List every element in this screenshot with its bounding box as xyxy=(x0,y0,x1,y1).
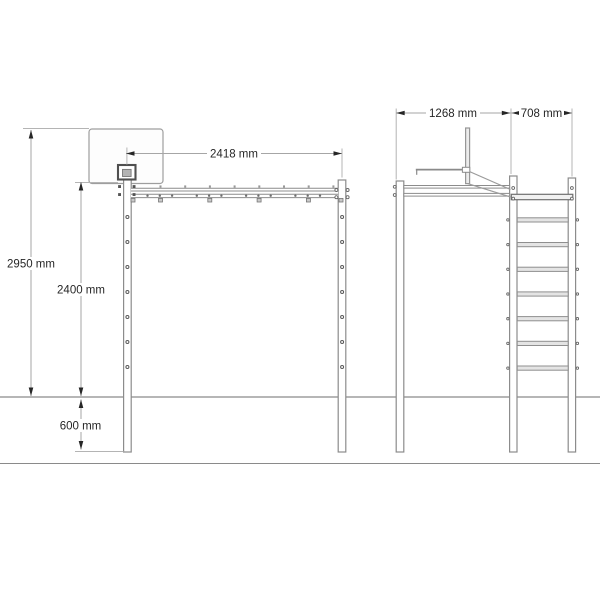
post-bolt xyxy=(341,266,344,269)
beam-bolt xyxy=(257,195,259,197)
beam-rung-tick xyxy=(160,185,162,187)
post-bolt xyxy=(126,216,129,219)
rim-mount-bracket xyxy=(118,165,136,180)
post-bolt xyxy=(341,341,344,344)
ladder-rung xyxy=(517,292,568,296)
dim-label-depth: 600 mm xyxy=(59,420,102,433)
beam-nut xyxy=(159,198,163,202)
beam-bolt xyxy=(319,195,321,197)
beam-rung-ticks xyxy=(160,185,335,187)
post-bolt xyxy=(126,291,129,294)
beam-nuts xyxy=(131,198,343,202)
post-bolt xyxy=(126,266,129,269)
dim-label-bar-height: 2400 mm xyxy=(57,284,105,297)
beam-nut xyxy=(208,198,212,202)
beam-nut xyxy=(257,198,261,202)
beam-rung-tick xyxy=(209,185,211,187)
post-bolt xyxy=(126,366,129,369)
ladder-bolt xyxy=(507,318,509,320)
ladder-bolt xyxy=(507,243,509,245)
ladder-rung xyxy=(517,218,568,222)
beam-bolt xyxy=(220,195,222,197)
post-bolt xyxy=(341,316,344,319)
side-rear-post xyxy=(568,178,575,452)
side-front-post xyxy=(396,181,404,452)
beam-bolt xyxy=(294,195,296,197)
post-bolt xyxy=(126,341,129,344)
beam-rung-tick xyxy=(184,185,186,187)
ladder-top-bar xyxy=(511,194,573,199)
ladder-rung xyxy=(517,317,568,321)
ladder-bolt xyxy=(507,219,509,221)
ladder-rung xyxy=(517,341,568,345)
beam-bolt xyxy=(307,195,309,197)
dim-label-total-height: 2950 mm xyxy=(7,258,55,271)
ladder-rung xyxy=(517,267,568,271)
backboard-side xyxy=(466,128,470,184)
beam-nut xyxy=(131,198,135,202)
beam-rung-tick xyxy=(308,185,310,187)
ladder-rung xyxy=(517,243,568,247)
beam-bolt xyxy=(270,195,272,197)
post-bolt xyxy=(341,366,344,369)
dim-label-side-overhang: 708 mm xyxy=(520,108,563,120)
ladder xyxy=(517,218,568,370)
dim-label-side-span: 1268 mm xyxy=(429,108,477,120)
side-middle-post xyxy=(510,176,517,452)
beam-bolt xyxy=(208,195,210,197)
side-view xyxy=(393,128,578,452)
ladder-rung xyxy=(517,366,568,370)
ladder-bolt xyxy=(576,367,578,369)
beam-nut xyxy=(339,198,343,202)
beam-bolt xyxy=(196,195,198,197)
post-bolt xyxy=(341,216,344,219)
beam-rung-tick xyxy=(234,185,236,187)
post-bolt xyxy=(341,291,344,294)
front-view xyxy=(89,129,349,452)
ladder-bolt xyxy=(576,243,578,245)
ladder-bolt xyxy=(576,268,578,270)
ladder-bolt xyxy=(507,342,509,344)
ladder-bolt xyxy=(507,268,509,270)
ladder-bolt xyxy=(576,342,578,344)
basketball-rim xyxy=(416,167,470,175)
beam-rung-tick xyxy=(332,185,334,187)
beam-bolt xyxy=(159,195,161,197)
monkey-bar-beam-side xyxy=(404,186,510,197)
dim-label-front-width: 2418 mm xyxy=(210,148,258,161)
beam-rung-tick xyxy=(283,185,285,187)
ladder-bolt xyxy=(507,367,509,369)
post-bolt xyxy=(126,316,129,319)
ladder-bolt xyxy=(576,318,578,320)
beam-bolt xyxy=(171,195,173,197)
beam-bolt xyxy=(146,195,148,197)
ladder-bolt xyxy=(576,219,578,221)
beam-bolt xyxy=(245,195,247,197)
beam-nut xyxy=(306,198,310,202)
post-bolt xyxy=(126,241,129,244)
ladder-bolt xyxy=(576,293,578,295)
beam-rung-tick xyxy=(258,185,260,187)
ladder-bolt xyxy=(507,293,509,295)
post-bolt xyxy=(341,241,344,244)
